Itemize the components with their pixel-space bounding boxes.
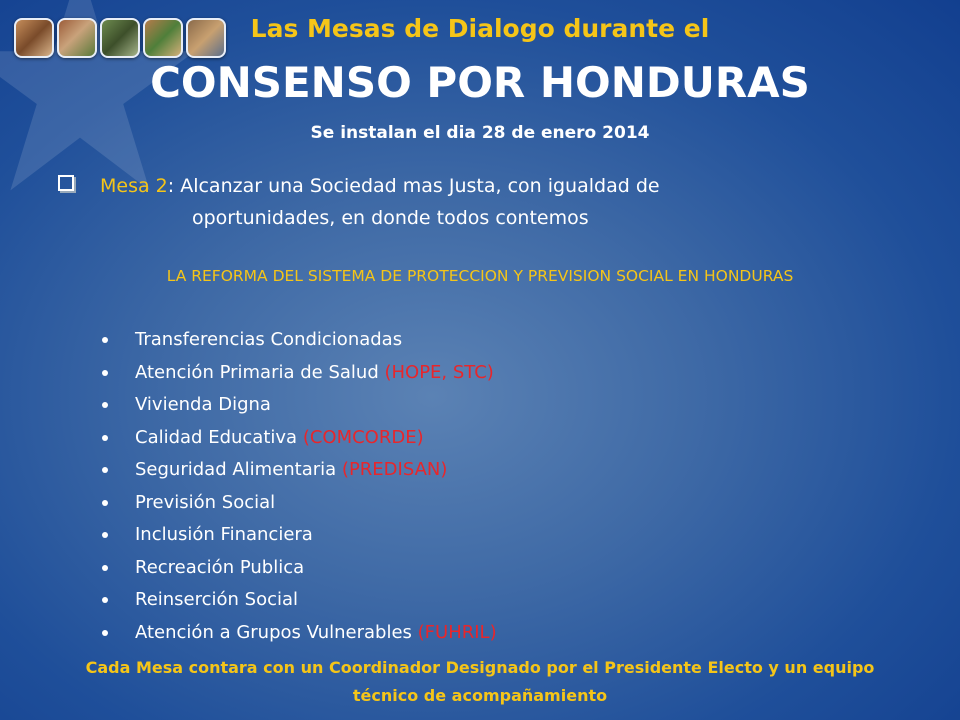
bullet-icon [102, 500, 108, 506]
bullet-icon [102, 402, 108, 408]
bullet-list [100, 324, 497, 649]
mesa-line-1 [58, 170, 660, 202]
item-text: Seguridad Alimentaria [135, 459, 342, 480]
list-item [100, 454, 497, 487]
bullet-icon [102, 435, 108, 441]
mesa-line-2: oportunidades, en donde todos contemos [192, 207, 589, 229]
list-item [100, 487, 497, 520]
title-line-1: Las Mesas de Dialogo durante el [250, 14, 710, 43]
item-text: Inclusión Financiera [135, 524, 313, 545]
bullet-icon [102, 467, 108, 473]
list-item [100, 552, 497, 585]
list-item [100, 584, 497, 617]
item-text: Recreación Publica [135, 556, 305, 578]
bullet-icon [102, 337, 108, 343]
list-item [100, 422, 497, 455]
item-text: Previsión Social [135, 491, 276, 513]
photo-strip [14, 18, 226, 58]
item-text: Calidad Educativa [135, 426, 303, 448]
photo-thumbnail [143, 18, 183, 58]
photo-thumbnail [100, 18, 140, 58]
list-item [100, 324, 497, 357]
footer-note [40, 654, 920, 710]
mesa-text-1: Alcanzar una Sociedad mas Justa, con igualdad de [174, 175, 660, 197]
bullet-icon [102, 370, 108, 376]
item-note: (COMCORDE) [302, 426, 424, 448]
item-text: Reinserción Social [135, 589, 299, 610]
page-title: CONSENSO POR HONDURAS [150, 58, 810, 107]
item-note: (PREDISAN) [341, 459, 448, 480]
photo-thumbnail [14, 18, 54, 58]
item-note: (FUHRIL) [417, 621, 497, 643]
bullet-icon [102, 532, 108, 538]
item-text: Transferencias Condicionadas [135, 329, 403, 350]
item-text: Vivienda Digna [135, 394, 271, 415]
mesa-label: Mesa 2 [100, 175, 168, 197]
bullet-icon [102, 597, 108, 603]
bullet-icon [102, 630, 108, 636]
list-item [100, 389, 497, 422]
footer-line-2: técnico de acompañamiento [352, 686, 608, 705]
item-text: Atención a Grupos Vulnerables [135, 621, 418, 643]
list-item [100, 519, 497, 552]
section-heading: LA REFORMA DEL SISTEMA DE PROTECCION Y PREVISION SOCIAL EN HONDURAS [166, 267, 794, 285]
list-item [100, 617, 497, 650]
subtitle: Se instalan el dia 28 de enero 2014 [310, 123, 650, 143]
mesa-colon: : [167, 175, 175, 197]
photo-thumbnail [57, 18, 97, 58]
footer-line-1: Cada Mesa contara con un Coordinador Designado por el Presidente Electo y un equipo [85, 658, 875, 677]
item-note: (HOPE, STC) [384, 361, 494, 383]
bullet-icon [102, 565, 108, 571]
list-item [100, 357, 497, 390]
checkbox-bullet-icon [58, 175, 74, 191]
mesa-description [58, 170, 660, 234]
item-text: Atención Primaria de Salud [135, 361, 385, 383]
